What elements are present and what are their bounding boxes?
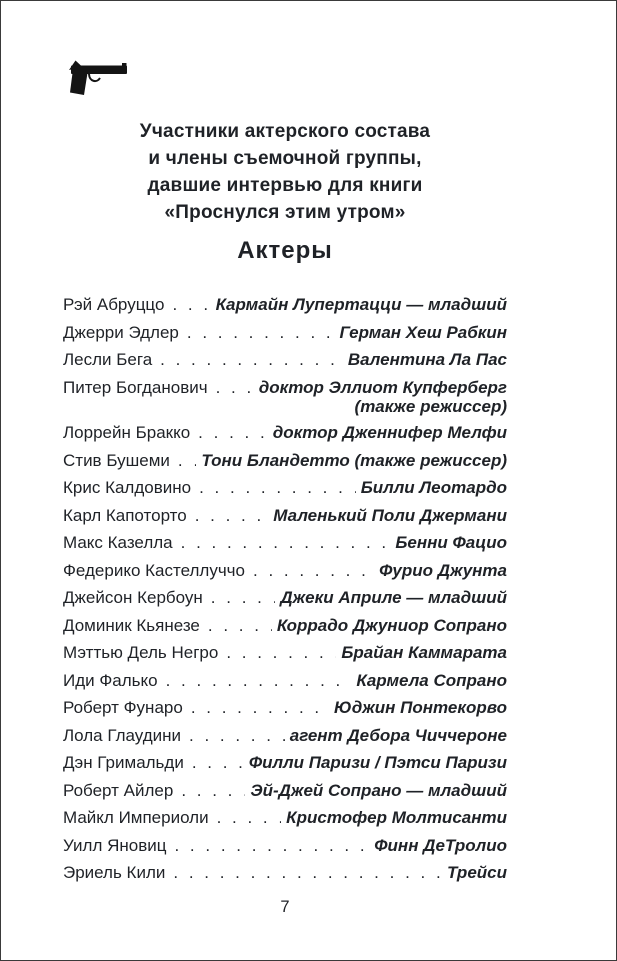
actor-name: Лесли Бега — [63, 350, 153, 369]
page-heading — [63, 118, 507, 226]
cast-entry — [63, 506, 507, 527]
cast-entry — [63, 863, 507, 884]
character-name: Тони Бландетто (также режиссер) — [201, 450, 507, 470]
character-name: Юджин Понтекорво — [334, 698, 507, 717]
heading-line: «Проснулся этим утром» — [164, 202, 406, 223]
dot-leader — [199, 478, 356, 499]
actor-name: Дэн Гримальди — [63, 753, 184, 772]
character-name: Фурио Джунта — [379, 560, 507, 580]
character-name: Кармайн Лупертацци — младший — [215, 295, 507, 314]
cast-entry — [63, 616, 507, 637]
actor-name: Майкл Империоли — [63, 808, 209, 827]
character-name: Маленький Поли Джермани — [273, 505, 507, 525]
dot-leader — [192, 753, 244, 774]
dot-leader — [178, 451, 197, 472]
character-name: доктор Эллиот Купферберг — [258, 377, 507, 397]
cast-entry — [63, 561, 507, 582]
cast-entry — [63, 423, 507, 444]
cast-entry — [63, 323, 507, 344]
dot-leader — [187, 323, 335, 344]
cast-entry — [63, 671, 507, 692]
character-name: Джеки Априле — младший — [280, 588, 507, 607]
actor-name: Роберт Фунаро — [63, 698, 183, 717]
actor-name: Питер Богданович — [63, 377, 208, 397]
cast-entry — [63, 533, 507, 554]
cast-entry — [63, 378, 507, 417]
actor-name: Эриель Кили — [63, 863, 166, 882]
actor-name: Мэттью Дель Негро — [63, 643, 219, 662]
character-name: Валентина Ла Пас — [347, 350, 507, 369]
heading-line: и члены съемочной группы, — [148, 148, 422, 169]
dot-leader — [216, 378, 254, 399]
dot-leader — [253, 561, 374, 582]
cast-entry — [63, 350, 507, 371]
actor-name: Лоррейн Бракко — [63, 423, 191, 442]
dot-leader — [174, 836, 369, 857]
page-number: 7 — [280, 898, 290, 916]
dot-leader — [181, 781, 245, 802]
cast-entry — [63, 836, 507, 857]
cast-entry — [63, 451, 507, 472]
cast-entry — [63, 753, 507, 774]
character-name: Герман Хеш Рабкин — [339, 322, 507, 342]
dot-leader — [211, 588, 276, 609]
dot-leader — [173, 863, 442, 884]
actor-name: Джейсон Кербоун — [63, 588, 203, 607]
actor-name: Лола Глаудини — [63, 725, 182, 745]
dot-leader — [208, 616, 272, 637]
cast-entry — [63, 726, 507, 747]
actor-name: Рэй Абруццо — [63, 295, 165, 314]
actor-name: Уилл Яновиц — [63, 835, 167, 855]
text-block — [63, 1, 507, 961]
dot-leader — [217, 808, 282, 829]
character-name: агент Дебора Чиччероне — [289, 725, 507, 745]
character-name: Коррадо Джуниор Сопрано — [276, 615, 507, 635]
dot-leader — [189, 726, 285, 747]
actor-name: Стив Бушеми — [63, 450, 170, 470]
character-name: Брайан Каммарата — [341, 643, 507, 662]
dot-leader — [198, 423, 268, 444]
cast-entry — [63, 781, 507, 802]
character-name: Трейси — [446, 863, 507, 882]
character-name: Кристофер Молтисанти — [286, 808, 507, 827]
cast-entry — [63, 808, 507, 829]
heading-line: давшие интервью для книги — [147, 175, 423, 196]
cast-entry — [63, 643, 507, 664]
character-name: Бенни Фацио — [395, 533, 507, 552]
actor-name: Джерри Эдлер — [63, 322, 179, 342]
cast-entry — [63, 478, 507, 499]
cast-entry — [63, 588, 507, 609]
dot-leader — [166, 671, 352, 692]
actor-name: Федерико Кастеллуччо — [63, 560, 245, 580]
cast-list — [63, 295, 507, 884]
actor-name: Иди Фалько — [63, 670, 158, 690]
cast-entry — [63, 295, 507, 316]
dot-leader — [226, 643, 336, 664]
heading-line: Участники актерского состава — [139, 121, 431, 142]
character-name: Филли Паризи / Пэтси Паризи — [248, 753, 507, 772]
dot-leader — [160, 350, 343, 371]
character-name: Эй-Джей Сопрано — младший — [250, 780, 507, 800]
character-name-continuation: (также режиссер) — [354, 397, 507, 416]
cast-entry — [63, 698, 507, 719]
actor-name: Карл Капоторто — [63, 505, 187, 525]
dot-leader — [195, 506, 269, 527]
character-name: Финн ДеТролио — [374, 835, 507, 855]
character-name: Билли Леотардо — [360, 478, 507, 497]
character-name: доктор Дженнифер Мелфи — [272, 423, 507, 442]
dot-leader — [172, 295, 210, 316]
actor-name: Крис Калдовино — [63, 478, 192, 497]
actor-name: Роберт Айлер — [63, 780, 174, 800]
character-name: Кармела Сопрано — [356, 670, 507, 690]
actor-name: Макс Казелла — [63, 533, 173, 552]
dot-leader — [181, 533, 391, 554]
dot-leader — [191, 698, 329, 719]
actor-name: Доминик Кьянезе — [63, 615, 200, 635]
section-title-actors: Актеры — [237, 237, 333, 264]
